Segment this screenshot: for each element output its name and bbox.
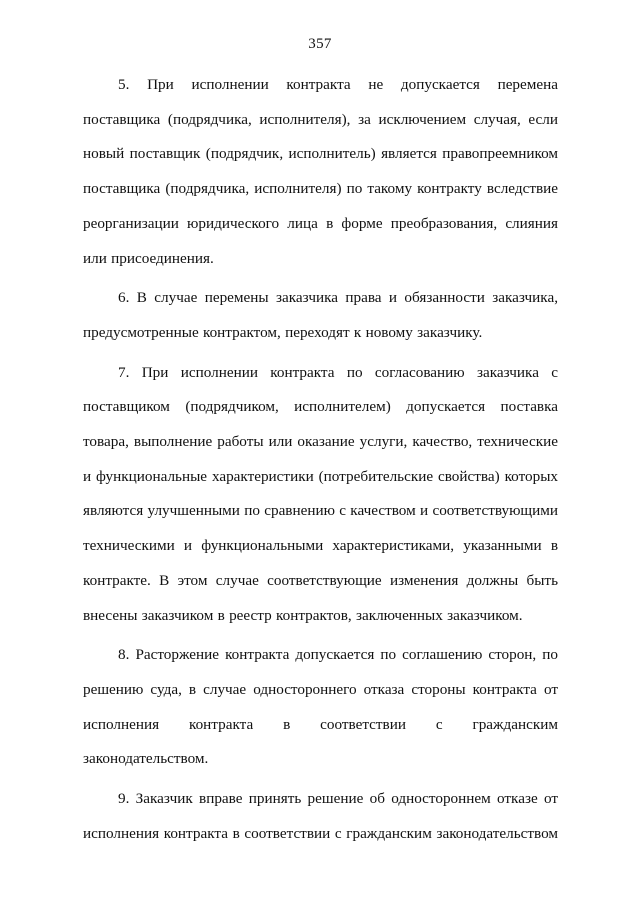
- paragraph-5: 5. При исполнении контракта не допускается перемена поставщика (подрядчика, исполнителя), за исключением случая, если новый поставщик (подрядчик, исполнитель) является правопреемником поставщика (подрядчика, исполнителя) по такому контракту вследствие реорганизации юридического лица в форме преобразования, слияния или присоединения.: [83, 76, 558, 267]
- paragraph-9: 9. Заказчик вправе принять решение об одностороннем отказе от исполнения контракта в соответствии с гражданским законодательством: [83, 790, 558, 842]
- paragraph-8: 8. Расторжение контракта допускается по соглашению сторон, по решению суда, в случае одностороннего отказа стороны контракта от исполнения контракта в соответствии с гражданским законодательством.: [83, 646, 558, 768]
- page-number: 357: [308, 36, 332, 52]
- paragraph-7: 7. При исполнении контракта по согласованию заказчика с поставщиком (подрядчиком, исполнителем) допускается поставка товара, выполнение работы или оказание услуги, качество, технические и функциональные характеристики (потребительские свойства) которых являются улучшенными по сравнению с качеством и соответствующими техническими и функциональными характеристиками, указанными в контракте. В этом случае соответствующие изменения должны быть внесены заказчиком в реестр контрактов, заключенных заказчиком.: [83, 363, 558, 624]
- paragraph-6: 6. В случае перемены заказчика права и обязанности заказчика, предусмотренные контрактом, переходят к новому заказчику.: [83, 289, 558, 341]
- document-body: [83, 68, 558, 856]
